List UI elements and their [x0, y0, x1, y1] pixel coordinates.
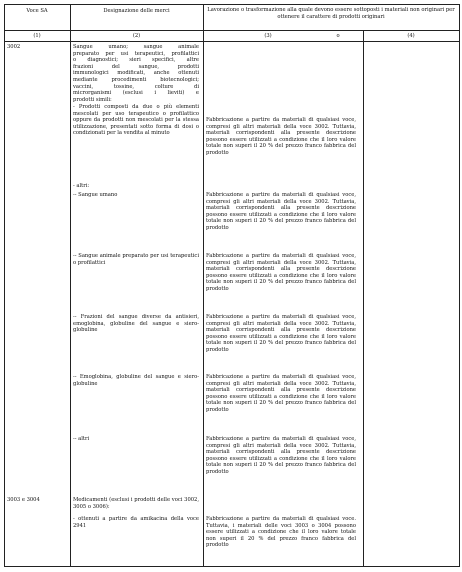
rule-emoglobina: Fabbricazione a partire da materiali di qualsiasi voce, compresi gli altri materiali della voce 3002. Tuttavia, materiali corrispondenti alla presente descrizione possono essere utilizzati a condizione che il loro valore totale non superi il 20 % del prezzo franco fabbrica del prodotto — [206, 374, 356, 413]
colnum-or: o — [336, 33, 340, 39]
desc-line: frazioni del sangue, prodotti — [73, 63, 199, 70]
column-number-divider — [4, 41, 460, 42]
desc-line: prodotti simili: — [73, 96, 112, 103]
desc-emoglobina: -- Emoglobina, globuline del sangue e siero-globuline — [73, 374, 199, 387]
desc-frazioni-sangue: -- Frazioni del sangue diverse da antisieri, emoglobina, globuline del sangue e siero-globuline — [73, 314, 199, 334]
table-right-border — [459, 4, 460, 567]
desc-altri-heading: - altri: — [73, 183, 90, 189]
header-lavorazione: Lavorazione o trasformazione alla quale devono essere sottoposti i materiali non originari per ottenere il carattere di prodotti originari — [207, 7, 455, 20]
desc-amikacina: - ottenuti a partire da amikacina della voce 2941 — [73, 516, 199, 529]
colnum-3: (3) — [264, 33, 272, 39]
rule-amikacina: Fabbricazione a partire da materiali di qualsiasi voce. Tuttavia, i materiali delle voci 3003 o 3004 possono essere utilizzati a condizione che il loro valore totale non superi il 20 % del prezzo franco fabbrica del prodotto — [206, 516, 356, 549]
colnum-4: (4) — [407, 33, 415, 39]
desc-line: vaccini, tossine, colture di — [73, 83, 199, 90]
code-3003-3004: 3003 e 3004 — [7, 497, 40, 503]
column-divider-1 — [70, 4, 71, 567]
table-top-border — [4, 4, 460, 5]
header-designazione: Designazione delle merci — [103, 8, 170, 14]
desc-prodotti-composti: - Prodotti composti da due o più elementi mescolati per uso terapeutico o profilattico oppure da prodotti non mescolati per la stessa utilizzazione, presentati sotto forma di dosi o condizionati per la vendita al minuto — [73, 104, 199, 137]
header-voce-sa: Voce SA — [26, 8, 48, 14]
rule-sangue-animale: Fabbricazione a partire da materiali di qualsiasi voce, compresi gli altri materiali della voce 3002. Tuttavia, materiali corrispondenti alla presente descrizione possono essere utilizzati a condizione che il loro valore totale non superi il 20 % del prezzo franco fabbrica del prodotto — [206, 253, 356, 292]
desc-medicamenti: Medicamenti (esclusi i prodotti delle voci 3002, 3005 o 3006): — [73, 497, 199, 510]
table-left-border — [4, 4, 5, 567]
column-divider-3 — [363, 30, 364, 567]
header-divider — [4, 30, 460, 31]
rule-altri: Fabbricazione a partire da materiali di qualsiasi voce, compresi gli altri materiali della voce 3002. Tuttavia, materiali corrispondenti alla presente descrizione possono essere utilizzati a condizione che il loro valore totale non superi il 20 % del prezzo franco fabbrica del prodotto — [206, 436, 356, 475]
rule-frazioni-sangue: Fabbricazione a partire da materiali di qualsiasi voce, compresi gli altri materiali della voce 3002. Tuttavia, materiali corrispondenti alla presente descrizione possono essere utilizzati a condizione che il loro valore totale non superi il 20 % del prezzo franco fabbrica del prodotto — [206, 314, 356, 353]
desc-line: o diagnostici; sieri specifici, altre — [73, 57, 199, 64]
table-bottom-border — [4, 566, 460, 567]
desc-sangue-umano: -- Sangue umano — [73, 192, 118, 198]
colnum-2: (2) — [132, 33, 141, 39]
desc-line: immunologici modificati, anche ottenuti — [73, 70, 199, 77]
desc-line: Sangue umano; sangue animale — [73, 44, 199, 50]
column-divider-2 — [203, 4, 204, 567]
desc-line: microrganismi (esclusi i lieviti) e — [73, 90, 199, 97]
colnum-1: (1) — [33, 33, 41, 39]
desc-line: mediante procedimenti biotecnologici; — [73, 77, 199, 83]
desc-line: preparato per usi terapeutici, profilattici — [73, 50, 199, 57]
rule-prodotti-composti: Fabbricazione a partire da materiali di qualsiasi voce, compresi gli altri materiali della voce 3002. Tuttavia, materiali corrispondenti alla presente descrizione possono essere utilizzati a condizione che il loro valore totale non superi il 20 % del prezzo franco fabbrica del prodotto — [206, 117, 356, 156]
code-3002: 3002 — [7, 44, 21, 50]
rule-sangue-umano: Fabbricazione a partire da materiali di qualsiasi voce, compresi gli altri materiali della voce 3002. Tuttavia, materiali corrispondenti alla presente descrizione possono essere utilizzati a condizione che il loro valore totale non superi il 20 % del prezzo franco fabbrica del prodotto — [206, 192, 356, 231]
desc-altri: -- altri — [73, 436, 90, 442]
desc-sangue-animale: -- Sangue animale preparato per usi terapeutici o profilattici — [73, 253, 199, 266]
